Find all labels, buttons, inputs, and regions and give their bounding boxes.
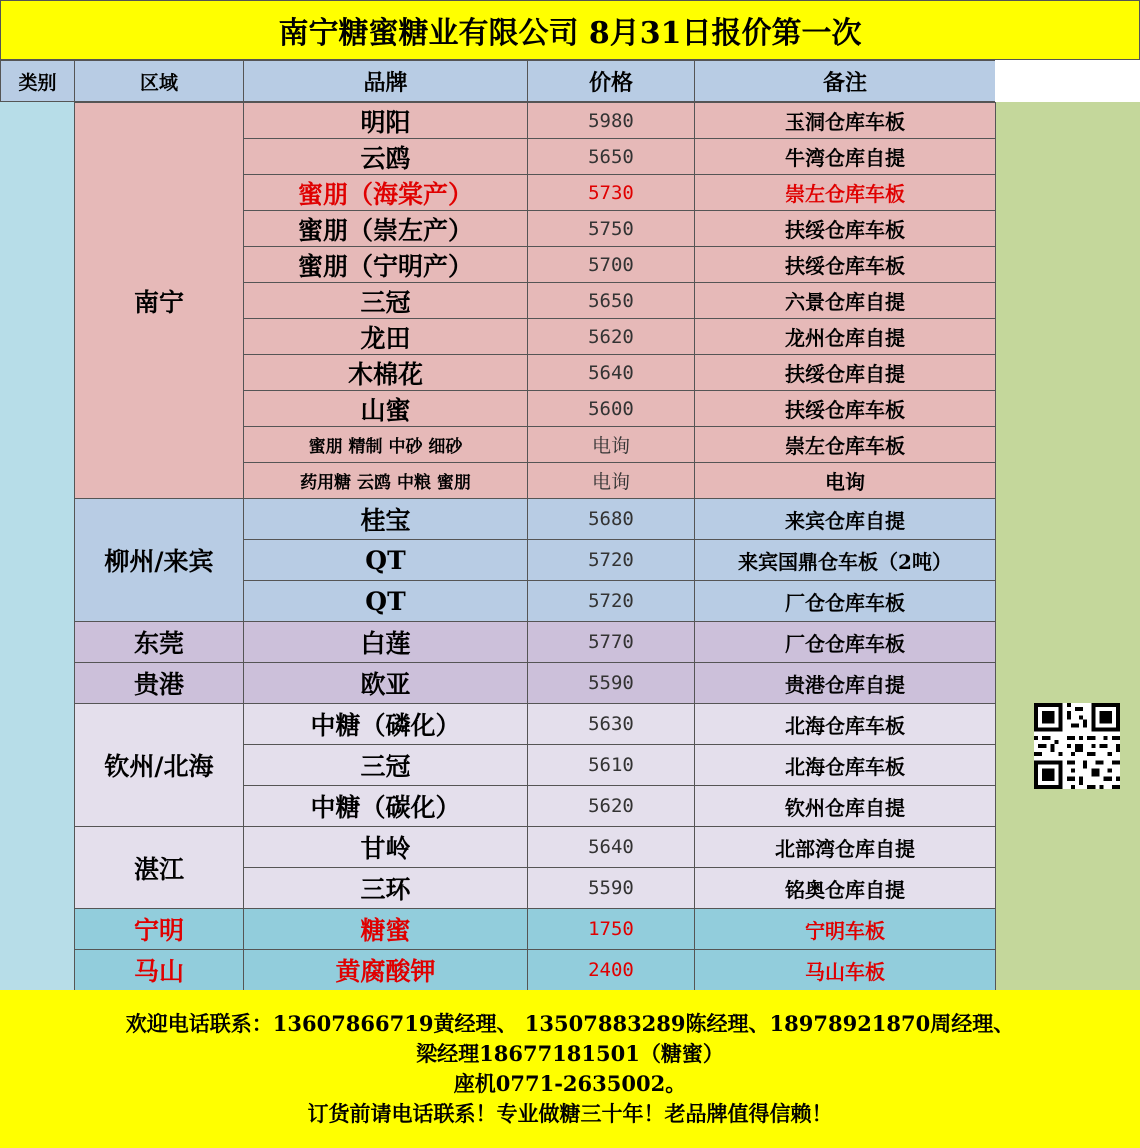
brand-cell: 蜜朋 精制 中砂 细砂: [243, 426, 528, 463]
footer-landline: 座机0771-2635002。: [453, 1071, 687, 1096]
note-cell: 龙州仓库自提: [694, 318, 996, 355]
note-cell: 北海仓库车板: [694, 744, 996, 786]
brand-cell: 三环: [243, 867, 528, 909]
page-title: 南宁糖蜜糖业有限公司 8月31日报价第一次: [0, 0, 1140, 60]
brand-cell: QT: [243, 580, 528, 622]
price-cell: 5980: [527, 102, 695, 139]
brand-cell: 桂宝: [243, 498, 528, 540]
note-cell: 马山车板: [694, 949, 996, 991]
brand-cell: 蜜朋（崇左产）: [243, 210, 528, 247]
note-cell: 扶绥仓库自提: [694, 354, 996, 391]
header-region: 区域: [74, 60, 244, 102]
header-blank: [995, 60, 1140, 102]
brand-cell: 木棉花: [243, 354, 528, 391]
note-cell: 六景仓库自提: [694, 282, 996, 319]
note-cell: 钦州仓库自提: [694, 785, 996, 827]
footer-contact-line-2: 梁经理18677181501（糖蜜）: [416, 1041, 724, 1066]
header-category: 类别: [0, 60, 75, 102]
region-cell: 宁明: [74, 908, 244, 950]
price-cell: 5590: [527, 867, 695, 909]
brand-cell: 糖蜜: [243, 908, 528, 950]
brand-cell: QT: [243, 539, 528, 581]
brand-cell: 药用糖 云鸥 中粮 蜜朋: [243, 462, 528, 499]
note-cell: 贵港仓库自提: [694, 662, 996, 704]
price-cell: 5620: [527, 785, 695, 827]
note-cell: 厂仓仓库车板: [694, 580, 996, 622]
region-cell: 南宁: [74, 102, 244, 499]
note-cell: 电询: [694, 462, 996, 499]
note-cell: 厂仓仓库车板: [694, 621, 996, 663]
brand-cell: 三冠: [243, 744, 528, 786]
price-cell: 5620: [527, 318, 695, 355]
note-cell: 宁明车板: [694, 908, 996, 950]
region-cell: 东莞: [74, 621, 244, 663]
brand-cell: 中糖（磷化）: [243, 703, 528, 745]
price-cell: 5730: [527, 174, 695, 211]
price-cell: 5770: [527, 621, 695, 663]
note-cell: 崇左仓库车板: [694, 426, 996, 463]
price-cell: 1750: [527, 908, 695, 950]
price-cell: 5640: [527, 354, 695, 391]
brand-cell: 甘岭: [243, 826, 528, 868]
price-cell: 5680: [527, 498, 695, 540]
brand-cell: 山蜜: [243, 390, 528, 427]
header-price: 价格: [527, 60, 695, 102]
brand-cell: 明阳: [243, 102, 528, 139]
price-cell: 电询: [527, 462, 695, 499]
brand-cell: 欧亚: [243, 662, 528, 704]
header-note: 备注: [694, 60, 996, 102]
footer-contact-line: 欢迎电话联系：13607866719黄经理、 13507883289陈经理、18978921870周经理、: [125, 1011, 1015, 1036]
note-cell: 北海仓库车板: [694, 703, 996, 745]
brand-cell: 蜜朋（宁明产）: [243, 246, 528, 283]
region-cell: 湛江: [74, 826, 244, 909]
region-cell: 钦州/北海: [74, 703, 244, 827]
brand-cell: 蜜朋（海棠产）: [243, 174, 528, 211]
region-cell: 贵港: [74, 662, 244, 704]
price-cell: 5720: [527, 580, 695, 622]
note-cell: 牛湾仓库自提: [694, 138, 996, 175]
price-cell: 5590: [527, 662, 695, 704]
brand-cell: 云鸥: [243, 138, 528, 175]
price-cell: 2400: [527, 949, 695, 991]
header-brand: 品牌: [243, 60, 528, 102]
price-cell: 5720: [527, 539, 695, 581]
note-cell: 来宾仓库自提: [694, 498, 996, 540]
note-cell: 来宾国鼎仓车板（2吨）: [694, 539, 996, 581]
note-cell: 扶绥仓库车板: [694, 246, 996, 283]
note-cell: 铭奥仓库自提: [694, 867, 996, 909]
price-cell: 5610: [527, 744, 695, 786]
side-panel: [995, 102, 1140, 990]
category-column: [0, 102, 75, 990]
note-cell: 玉洞仓库车板: [694, 102, 996, 139]
note-cell: 扶绥仓库车板: [694, 390, 996, 427]
footer: [0, 990, 1140, 1148]
price-cell: 5600: [527, 390, 695, 427]
region-cell: 马山: [74, 949, 244, 991]
note-cell: 扶绥仓库车板: [694, 210, 996, 247]
note-cell: 崇左仓库车板: [694, 174, 996, 211]
brand-cell: 中糖（碳化）: [243, 785, 528, 827]
brand-cell: 三冠: [243, 282, 528, 319]
region-cell: 柳州/来宾: [74, 498, 244, 622]
price-cell: 5640: [527, 826, 695, 868]
price-cell: 5650: [527, 282, 695, 319]
note-cell: 北部湾仓库自提: [694, 826, 996, 868]
qr-code-icon: [1034, 703, 1120, 789]
brand-cell: 黄腐酸钾: [243, 949, 528, 991]
brand-cell: 白莲: [243, 621, 528, 663]
price-cell: 5700: [527, 246, 695, 283]
price-cell: 5630: [527, 703, 695, 745]
price-cell: 电询: [527, 426, 695, 463]
price-cell: 5650: [527, 138, 695, 175]
footer-slogan: 订货前请电话联系！专业做糖三十年！老品牌值得信赖！: [307, 1101, 833, 1126]
brand-cell: 龙田: [243, 318, 528, 355]
price-cell: 5750: [527, 210, 695, 247]
